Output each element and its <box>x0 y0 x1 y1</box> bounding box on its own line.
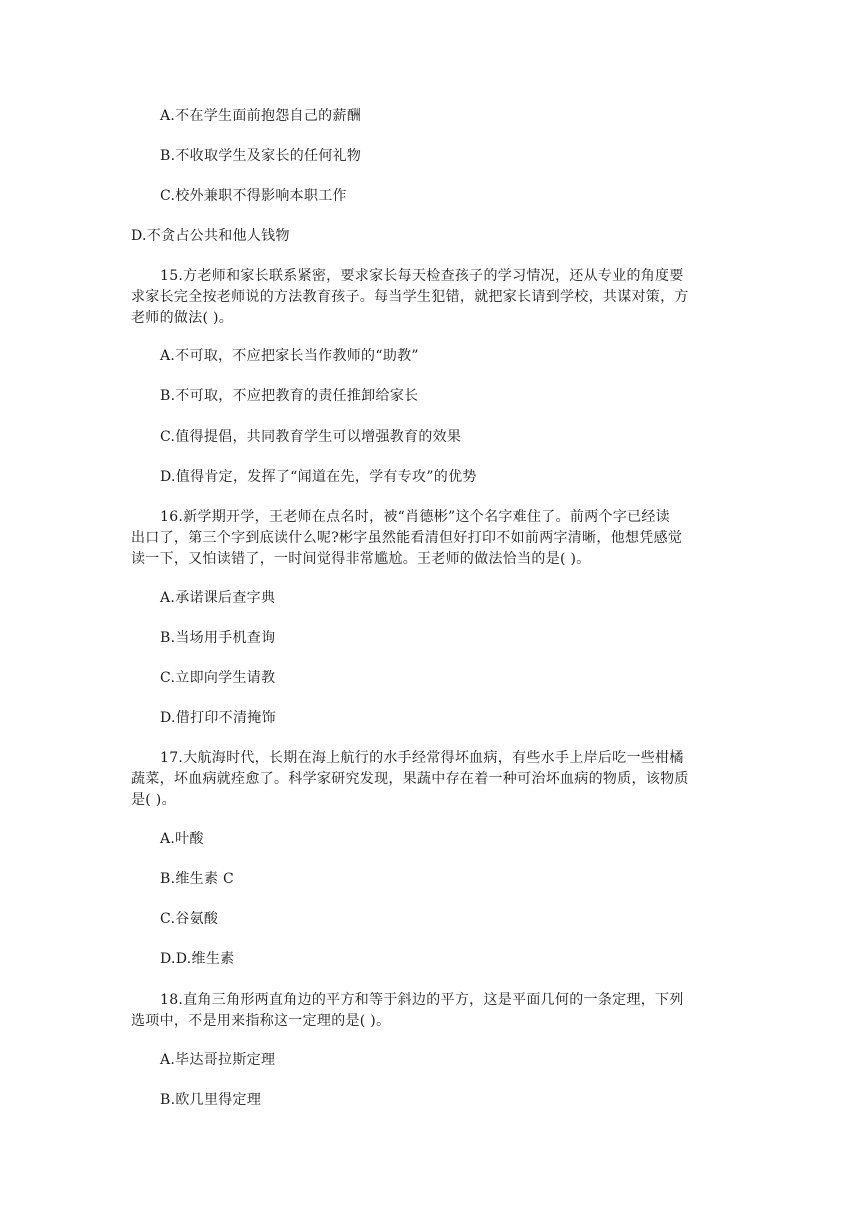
q18-stem-line-1: 18.直角三角形两直角边的平方和等于斜边的平方，这是平面几何的一条定理，下列 <box>160 992 684 1008</box>
q14-option-c: C.校外兼职不得影响本职工作 <box>160 188 347 204</box>
q14-option-b: B.不收取学生及家长的任何礼物 <box>160 148 362 164</box>
q18-option-b: B.欧几里得定理 <box>160 1092 262 1108</box>
q17-stem-line-3: 是( )。 <box>131 792 176 808</box>
q17-stem-line-1: 17.大航海时代，长期在海上航行的水手经常得坏血病，有些水手上岸后吃一些柑橘 <box>160 750 684 766</box>
q17-option-b: B.维生素 C <box>160 871 235 887</box>
q15-option-b: B.不可取，不应把教育的责任推卸给家长 <box>160 388 419 404</box>
q18-stem <box>131 990 740 1031</box>
q15-stem-line-2: 求家长完全按老师说的方法教育孩子。每当学生犯错，就把家长请到学校，共谋对策，方 <box>131 289 689 305</box>
q16-stem-line-1: 16.新学期开学，王老师在点名时，被“肖德彬”这个名字难住了。前两个字已经读 <box>160 509 670 525</box>
q17-option-c: C.谷氨酸 <box>160 911 219 927</box>
q16-option-b: B.当场用手机查询 <box>160 630 276 646</box>
q14-option-a: A.不在学生面前抱怨自己的薪酬 <box>160 108 362 124</box>
q16-stem-line-3: 读一下，又怕读错了，一时间觉得非常尴尬。王老师的做法恰当的是( )。 <box>131 551 591 567</box>
q18-option-a: A.毕达哥拉斯定理 <box>160 1052 276 1068</box>
q16-option-d: D.借打印不清掩饰 <box>160 710 276 726</box>
q17-option-a: A.叶酸 <box>160 831 204 847</box>
q15-option-c: C.值得提倡，共同教育学生可以增强教育的效果 <box>160 429 462 445</box>
q16-stem-line-2: 出口了，第三个字到底读什么呢?彬字虽然能看清但好打印不如前两字清晰，他想凭感觉 <box>131 530 683 546</box>
q17-option-d: D.D.维生素 <box>160 951 235 967</box>
q16-stem <box>131 507 740 569</box>
q15-option-d: D.值得肯定，发挥了“闻道在先，学有专攻”的优势 <box>160 469 477 485</box>
q18-stem-line-2: 选项中，不是用来指称这一定理的是( )。 <box>131 1013 391 1029</box>
q16-option-a: A.承诺课后查字典 <box>160 590 276 606</box>
q17-stem-line-2: 蔬菜，坏血病就痊愈了。科学家研究发现，果蔬中存在着一种可治坏血病的物质，该物质 <box>131 771 689 787</box>
q17-stem <box>131 748 740 810</box>
q15-option-a: A.不可取，不应把家长当作教师的“助教” <box>160 348 419 364</box>
q15-stem-line-1: 15.方老师和家长联系紧密，要求家长每天检查孩子的学习情况，还从专业的角度要 <box>160 268 684 284</box>
q15-stem <box>131 266 740 328</box>
q16-option-c: C.立即向学生请教 <box>160 670 276 686</box>
q14-option-d: D.不贪占公共和他人钱物 <box>131 228 290 244</box>
q15-stem-line-3: 老师的做法( )。 <box>131 310 234 326</box>
